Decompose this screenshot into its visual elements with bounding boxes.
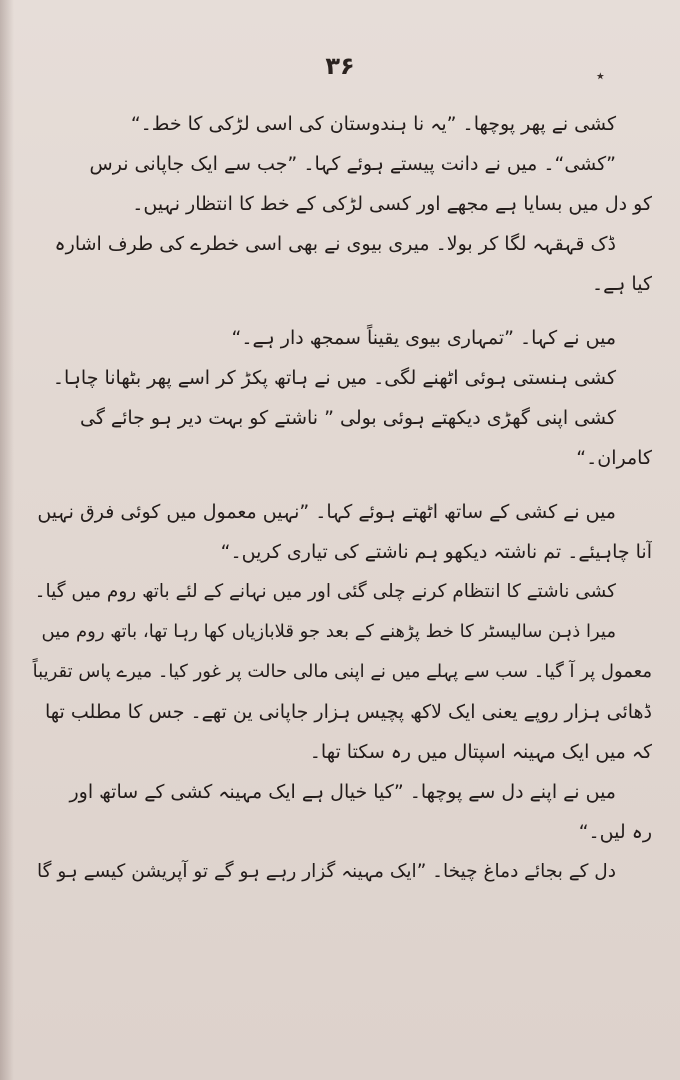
- text-line: کشی ہنستی ہوئی اٹھنے لگی۔ میں نے ہاتھ پکڑ کر اسے پھر بٹھانا چاہا۔: [52, 367, 616, 389]
- text-line: آنا چاہیئے۔ تم ناشتہ دیکھو ہم ناشتے کی تیاری کریں۔“: [220, 541, 652, 563]
- page-number: ۳۶: [325, 52, 355, 80]
- text-line: میں نے اپنے دل سے پوچھا۔ ”کیا خیال ہے ایک مہینہ کشی کے ساتھ اور: [69, 781, 616, 803]
- text-line: دل کے بجائے دماغ چیخا۔ ”ایک مہینہ گزار رہے ہو گے تو آپریشن کیسے ہو گا: [37, 861, 616, 882]
- text-line: میں نے کشی کے ساتھ اٹھتے ہوئے کہا۔ ”نہیں معمول میں کوئی فرق نہیں: [37, 501, 616, 523]
- text-line: کشی نے پھر پوچھا۔ ”یہ نا ہندوستان کی اسی لڑکی کا خط۔“: [130, 113, 616, 135]
- text-line: کہ میں ایک مہینہ اسپتال میں رہ سکتا تھا۔: [309, 741, 652, 763]
- text-line: ”کشی“۔ میں نے دانت پیستے ہوئے کہا۔ ”جب سے ایک جاپانی نرس: [89, 153, 616, 175]
- margin-mark: ٭: [596, 66, 605, 85]
- text-line: رہ لیں۔“: [578, 821, 652, 843]
- text-line: ڈک قہقہہ لگا کر بولا۔ میری بیوی نے بھی اسی خطرے کی طرف اشارہ: [54, 233, 616, 255]
- text-line: کشی اپنی گھڑی دیکھتے ہوئی بولی ” ناشتے کو بہت دیر ہو جائے گی: [80, 407, 616, 429]
- text-line: کامران۔“: [576, 447, 652, 469]
- text-line: کو دل میں بسایا ہے مجھے اور کسی لڑکی کے خط کا انتظار نہیں۔: [132, 193, 652, 215]
- text-line: میں نے کہا۔ ”تمہاری بیوی یقیناً سمجھ دار ہے۔“: [231, 327, 616, 349]
- text-line: میرا ذہن سالیسٹر کا خط پڑھنے کے بعد جو قلابازیاں کھا رہا تھا، باتھ روم میں: [41, 621, 616, 642]
- text-line: معمول پر آ گیا۔ سب سے پہلے میں نے اپنی مالی حالت پر غور کیا۔ میرے پاس تقریباً: [32, 661, 652, 682]
- text-line: کشی ناشتے کا انتظام کرنے چلی گئی اور میں نہانے کے لئے باتھ روم میں گیا۔: [34, 581, 616, 602]
- text-line: کیا ہے۔: [591, 273, 652, 295]
- page-text: [30, 104, 652, 892]
- page-edge-shadow: [0, 0, 14, 1080]
- text-line: ڈھائی ہزار روپے یعنی ایک لاکھ پچیس ہزار جاپانی ین تھے۔ جس کا مطلب تھا: [45, 701, 652, 723]
